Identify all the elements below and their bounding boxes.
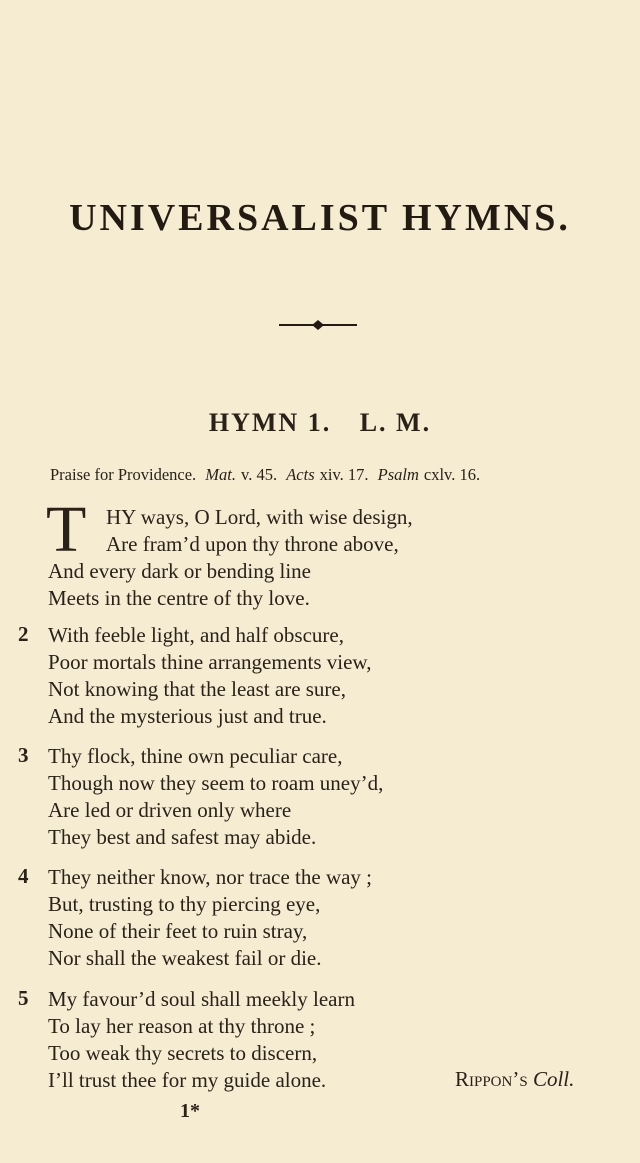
stanza-3-line-4: They best and safest may abide. (48, 825, 317, 849)
subtitle-topic: Praise for Providence. (50, 465, 197, 484)
subtitle-ref-3-location: cxlv. 16. (423, 465, 481, 484)
stanza-3-line-1: Thy flock, thine own peculiar care, (48, 744, 343, 768)
subtitle-ref-2-location: xiv. 17. (319, 465, 369, 484)
hymn-subtitle (50, 465, 630, 485)
subtitle-ref-2: Acts (286, 465, 315, 484)
stanza-2-line-3: Not knowing that the least are sure, (48, 677, 346, 701)
stanza-2-line-4: And the mysterious just and true. (48, 704, 327, 728)
page-title: UNIVERSALIST HYMNS. (69, 197, 571, 239)
stanza-2-line-1: With feeble light, and half obscure, (48, 623, 344, 647)
subtitle-ref-1-location: v. 45. (241, 465, 278, 484)
attribution (455, 1067, 574, 1092)
subtitle-ref-3: Psalm (377, 465, 419, 484)
stanza-4-number: 4 (18, 864, 29, 888)
stanza-1-line-4: Meets in the centre of thy love. (48, 586, 310, 610)
stanza-4-line-1: They neither know, nor trace the way ; (48, 865, 373, 889)
stanza-1-line-1: HY ways, O Lord, with wise design, (106, 505, 413, 529)
stanza-3-line-3: Are led or driven only where (48, 798, 292, 822)
hymn-heading (0, 408, 640, 438)
ornament-divider-icon (279, 318, 357, 332)
hymn-meter: L. M. (359, 408, 432, 437)
stanza-5-number: 5 (18, 986, 29, 1010)
hymn-number: HYMN 1. (208, 408, 332, 437)
stanza-1-line-3: And every dark or bending line (48, 559, 312, 583)
stanza-1-line-2: Are fram’d upon thy throne above, (106, 532, 399, 556)
stanza-5-line-1: My favour’d soul shall meekly learn (48, 987, 355, 1011)
stanza-4-line-3: None of their feet to ruin stray, (48, 919, 308, 943)
stanza-5-line-3: Too weak thy secrets to discern, (48, 1041, 318, 1065)
subtitle-ref-1: Mat. (205, 465, 237, 484)
drop-cap: T (46, 493, 87, 566)
signature-mark: 1* (180, 1100, 200, 1122)
stanza-3-line-2: Though now they seem to roam uney’d, (48, 771, 384, 795)
stanza-2-line-2: Poor mortals thine arrangements view, (48, 650, 372, 674)
attribution-work: Coll. (532, 1067, 575, 1091)
stanza-4-line-4: Nor shall the weakest fail or die. (48, 946, 322, 970)
stanza-2-number: 2 (18, 622, 29, 646)
stanza-5-line-4: I’ll trust thee for my guide alone. (48, 1068, 327, 1092)
stanza-4-line-2: But, trusting to thy piercing eye, (48, 892, 321, 916)
stanza-3-number: 3 (18, 743, 29, 767)
stanza-5-line-2: To lay her reason at thy throne ; (48, 1014, 316, 1038)
attribution-author: Rippon’s (455, 1067, 528, 1091)
